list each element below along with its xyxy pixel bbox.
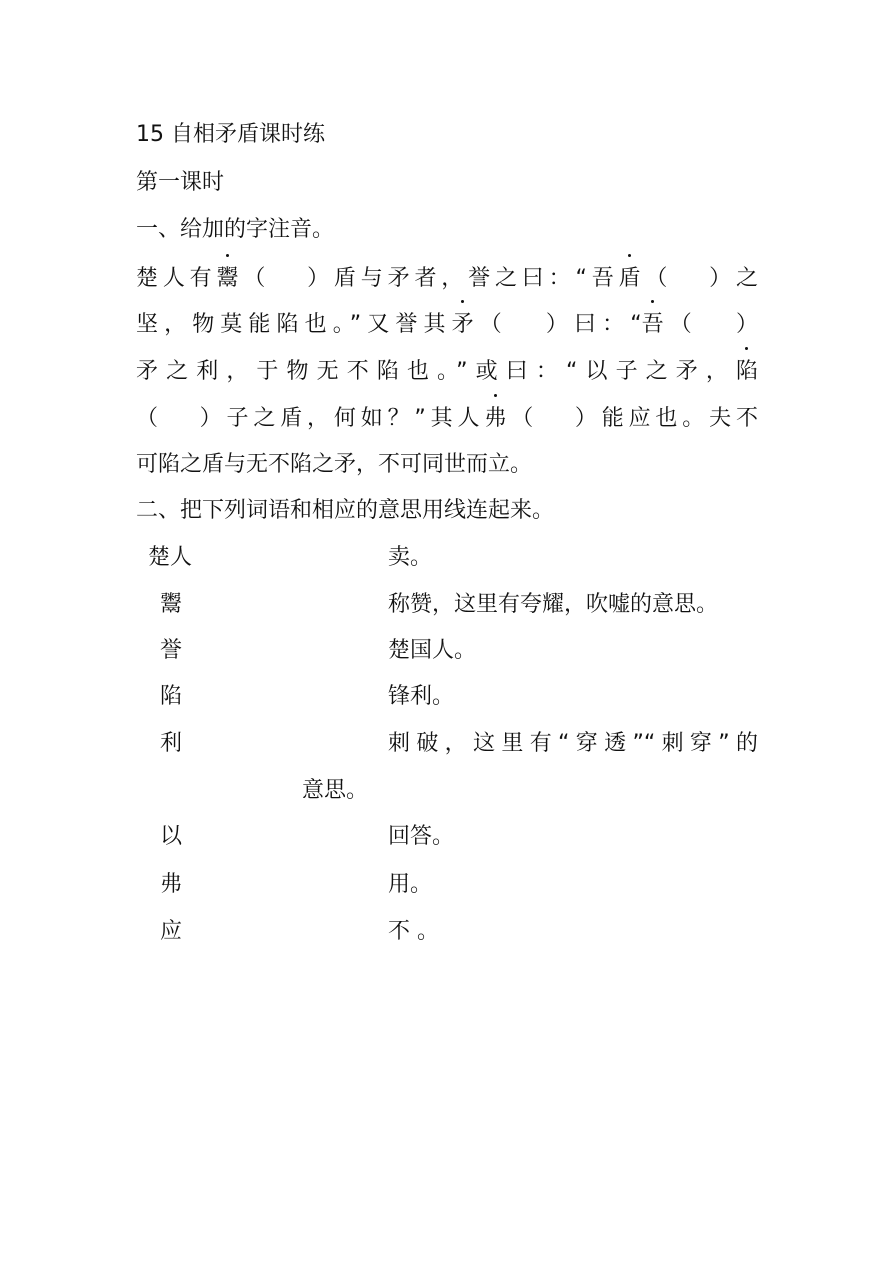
match-meaning[interactable]: 刺破，这里有“穿透”“刺穿”的 xyxy=(388,731,758,756)
passage-text: ）曰：“ xyxy=(539,312,642,337)
dotted-char: 鬻 xyxy=(217,264,239,294)
match-meaning-continued: 意思。 xyxy=(302,778,369,803)
lesson-label: 第一课时 xyxy=(136,170,225,195)
passage-text: （ xyxy=(506,406,539,431)
passage-text: （ xyxy=(238,266,271,291)
passage-text: （ xyxy=(663,312,698,337)
match-word[interactable]: 弗 xyxy=(160,872,183,897)
match-meaning[interactable]: 不 。 xyxy=(388,919,439,944)
section2-heading: 二、把下列词语和相应的意思用线连起来。 xyxy=(136,498,555,523)
section1-heading: 一、给加的字注音。 xyxy=(136,217,335,242)
passage-text: 坚，物莫能陷也。”又誉其 xyxy=(136,312,452,337)
page-title: 15 自相矛盾课时练 xyxy=(136,122,325,147)
passage-line-1 xyxy=(136,264,758,294)
passage-text: （ xyxy=(473,312,508,337)
passage-text: ）之 xyxy=(704,266,758,291)
match-meaning[interactable]: 楚国人。 xyxy=(388,638,477,663)
match-word[interactable]: 以 xyxy=(160,824,183,849)
passage-text: ）子之盾，何如？”其人 xyxy=(194,406,485,431)
dotted-char: 弗 xyxy=(484,404,506,434)
passage-text: 矛之利，于物无不陷也。”或曰：“以子之矛， xyxy=(136,359,736,384)
passage-text: ） xyxy=(729,312,758,337)
passage-text: ）盾与矛者，誉之曰：“吾 xyxy=(302,266,619,291)
match-meaning[interactable]: 卖。 xyxy=(388,545,433,570)
passage-line-3 xyxy=(136,357,758,387)
passage-text: （ xyxy=(640,266,673,291)
match-meaning[interactable]: 锋利。 xyxy=(388,684,455,709)
dotted-char: 盾 xyxy=(619,264,641,294)
dotted-char: 吾 xyxy=(642,310,664,340)
match-word[interactable]: 陷 xyxy=(160,684,183,709)
match-word[interactable]: 楚人 xyxy=(148,545,193,570)
match-meaning[interactable]: 回答。 xyxy=(388,824,455,849)
passage-text: （ xyxy=(136,406,163,431)
match-meaning[interactable]: 称赞，这里有夸耀，吹嘘的意思。 xyxy=(388,592,719,617)
match-word[interactable]: 鬻 xyxy=(160,592,183,617)
passage-line-4 xyxy=(136,404,758,434)
match-word[interactable]: 誉 xyxy=(160,638,183,663)
match-meaning[interactable]: 用。 xyxy=(388,872,433,897)
dotted-char: 矛 xyxy=(452,310,474,340)
passage-text: ）能应也。夫不 xyxy=(570,406,758,431)
passage-line-2 xyxy=(136,310,758,340)
passage-line-5: 可陷之盾与无不陷之矛，不可同世而立。 xyxy=(136,452,533,477)
match-word[interactable]: 应 xyxy=(160,919,183,944)
passage-text: 楚人有 xyxy=(136,266,217,291)
dotted-char: 陷 xyxy=(736,357,758,387)
match-word[interactable]: 利 xyxy=(160,731,183,756)
